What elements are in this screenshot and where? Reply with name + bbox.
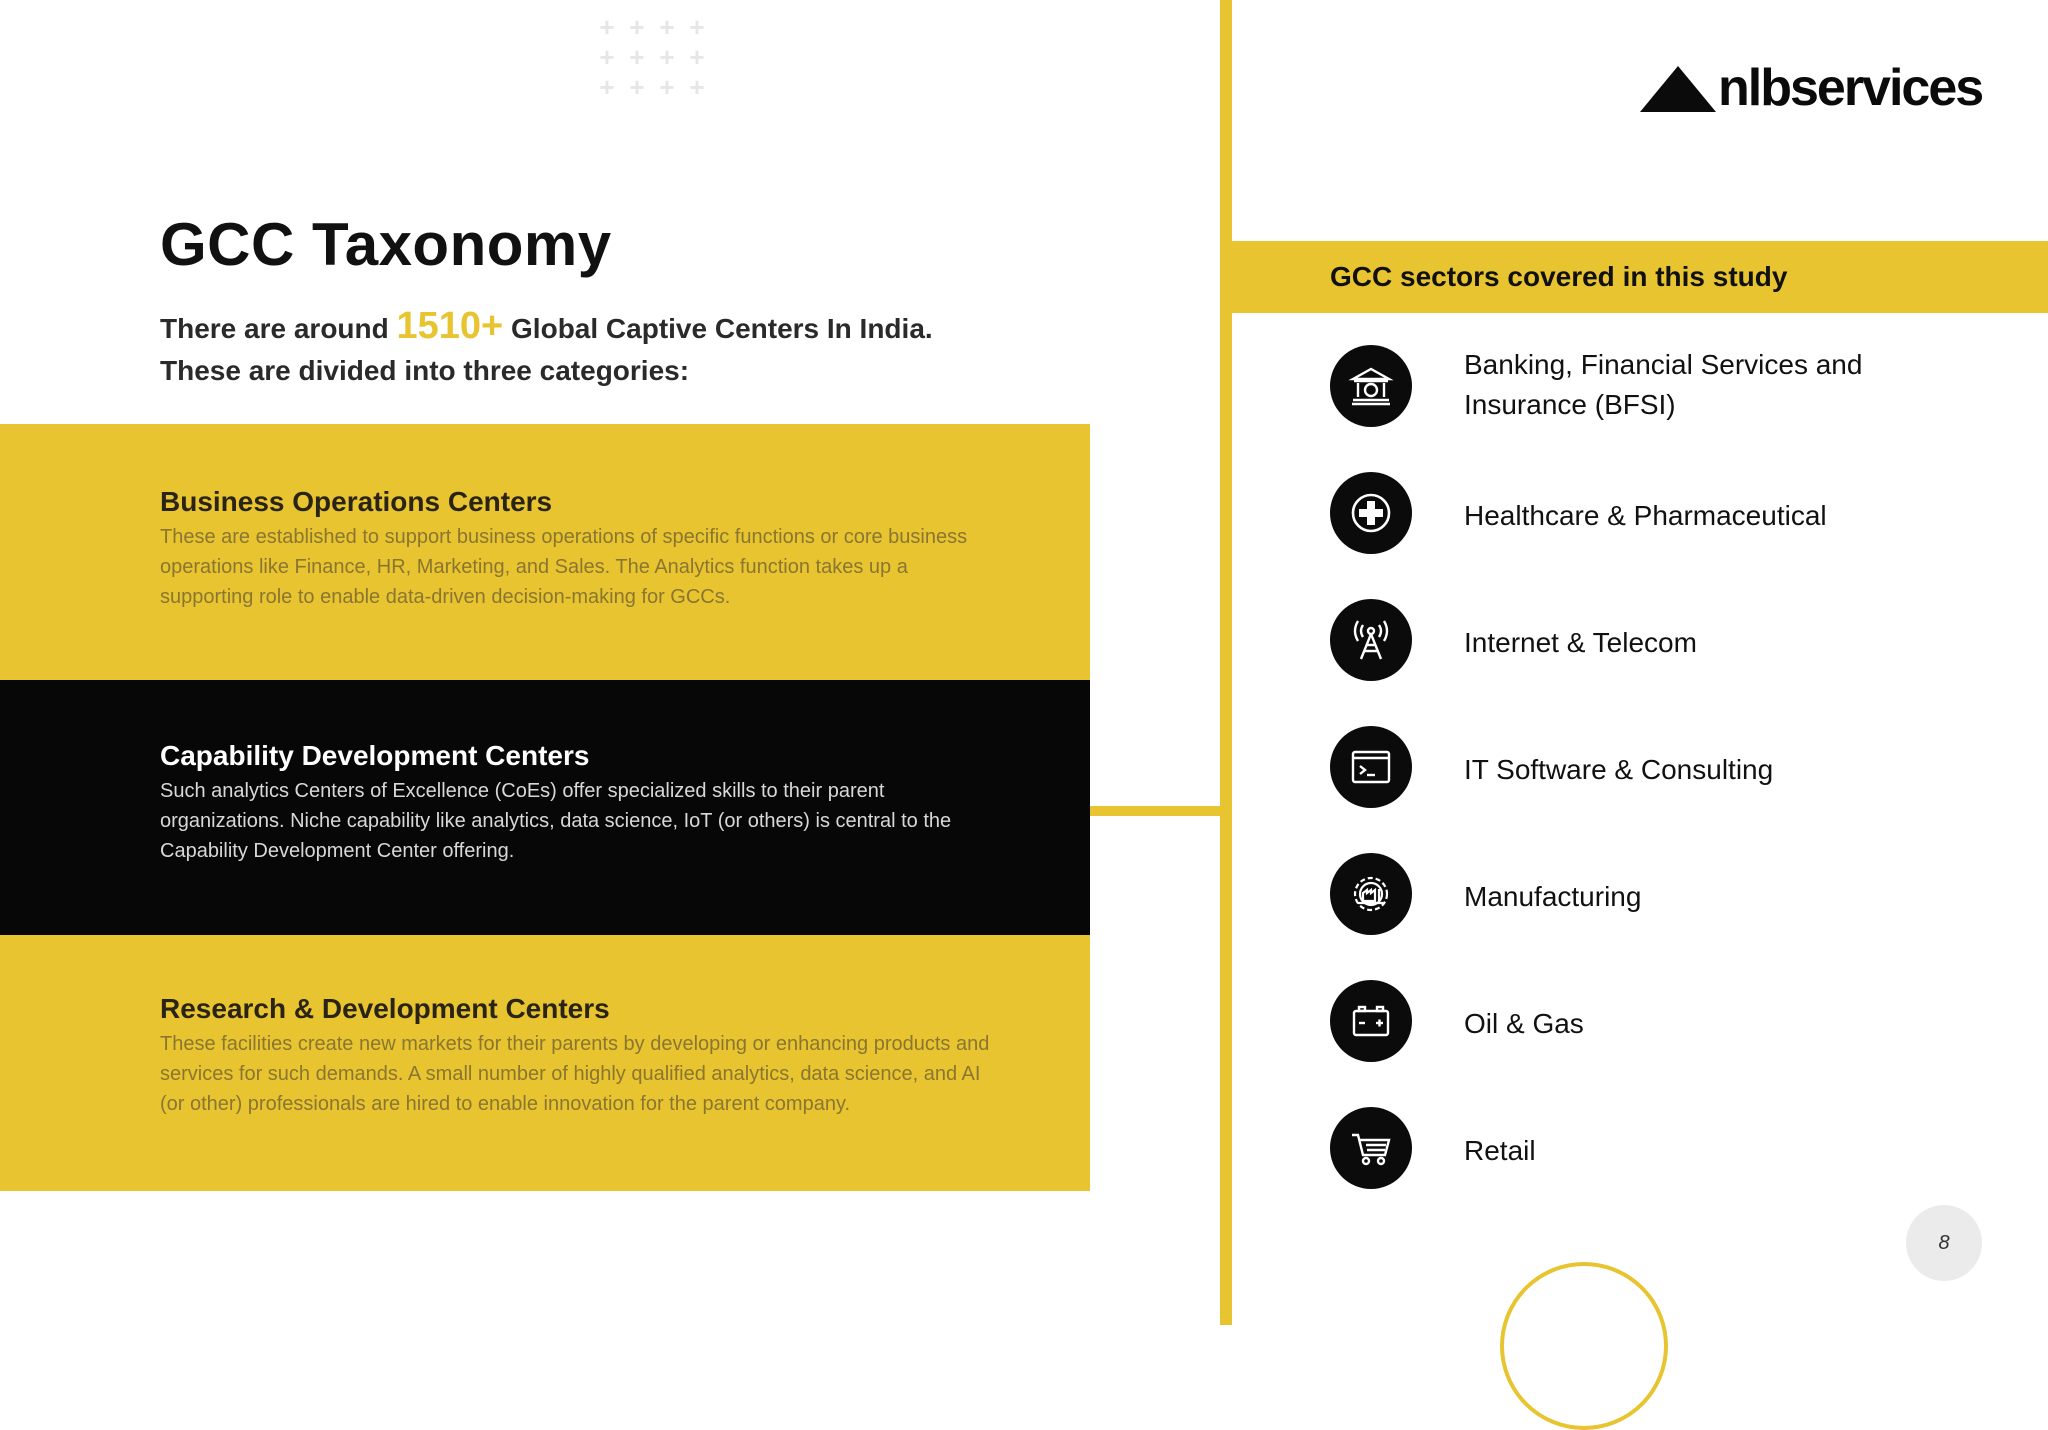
sector-list	[1330, 345, 2030, 1234]
sector-label: Oil & Gas	[1464, 1008, 1584, 1039]
intro-text	[160, 305, 1020, 392]
sectors-header: GCC sectors covered in this study	[1330, 261, 1788, 292]
decorative-plus-grid: + + + + + + + + + + + +	[599, 12, 705, 102]
category-heading: Capability Development Centers	[160, 740, 590, 771]
sectors-header-bar	[1232, 241, 2048, 313]
logo-triangle-icon	[1640, 66, 1716, 112]
page-title: GCC Taxonomy	[160, 211, 612, 278]
gcc-count-highlight: 1510+	[396, 305, 504, 347]
vertical-divider	[1220, 0, 1232, 1325]
sector-label: IT Software & Consulting	[1464, 754, 1774, 785]
category-heading: Business Operations Centers	[160, 486, 553, 517]
category-description: Such analytics Centers of Excellence (CoEs) offer specialized skills to their parent organizations. Niche capability like analytics, data science, IoT (or others) is central to the Capability Development Center offering.	[160, 780, 952, 862]
sector-label: Internet & Telecom	[1464, 627, 1697, 658]
intro-line1-before: There are around	[160, 313, 397, 344]
category-band-capability-development	[0, 680, 1090, 936]
logo-wordmark: nlbservices	[1718, 59, 1983, 117]
sector-item-healthcare	[1330, 472, 2030, 599]
sector-item-bfsi	[1330, 345, 2030, 472]
telecom-tower-icon	[1330, 599, 1412, 681]
factory-gear-icon	[1330, 853, 1412, 935]
nlb-services-logo	[1640, 59, 1983, 122]
sector-item-telecom	[1330, 599, 2030, 726]
sector-label: Retail	[1464, 1135, 1536, 1166]
page-number: 8	[1906, 1205, 1982, 1281]
battery-icon	[1330, 980, 1412, 1062]
connector-line	[1090, 806, 1222, 816]
category-description: These are established to support business operations of specific functions or core business operations like Finance, HR, Marketing, and Sales. The Analytics function takes up a supporting role to enable data-driven decision-making for GCCs.	[160, 526, 968, 608]
category-heading: Research & Development Centers	[160, 993, 610, 1024]
terminal-window-icon	[1330, 726, 1412, 808]
sector-item-it-software	[1330, 726, 2030, 853]
category-description: These facilities create new markets for their parents by developing or enhancing products and services for such demands. A small number of highly qualified analytics, data science, and AI (or other) professionals are hired to enable innovation for the parent company.	[160, 1033, 990, 1115]
sector-item-oil-gas	[1330, 980, 2030, 1107]
sector-label: Healthcare & Pharmaceutical	[1464, 500, 1827, 531]
category-band-research-development	[0, 935, 1090, 1191]
decorative-arc	[1500, 1262, 1668, 1430]
category-band-business-operations	[0, 424, 1090, 680]
shopping-cart-icon	[1330, 1107, 1412, 1189]
intro-line2: These are divided into three categories:	[160, 355, 690, 386]
intro-line1-after: Global Captive Centers In India.	[503, 313, 933, 344]
medical-cross-icon	[1330, 472, 1412, 554]
sector-item-manufacturing	[1330, 853, 2030, 980]
bank-icon	[1330, 345, 1412, 427]
sector-label: Banking, Financial Services and Insurance (BFSI)	[1464, 349, 1863, 420]
sector-label: Manufacturing	[1464, 881, 1642, 912]
